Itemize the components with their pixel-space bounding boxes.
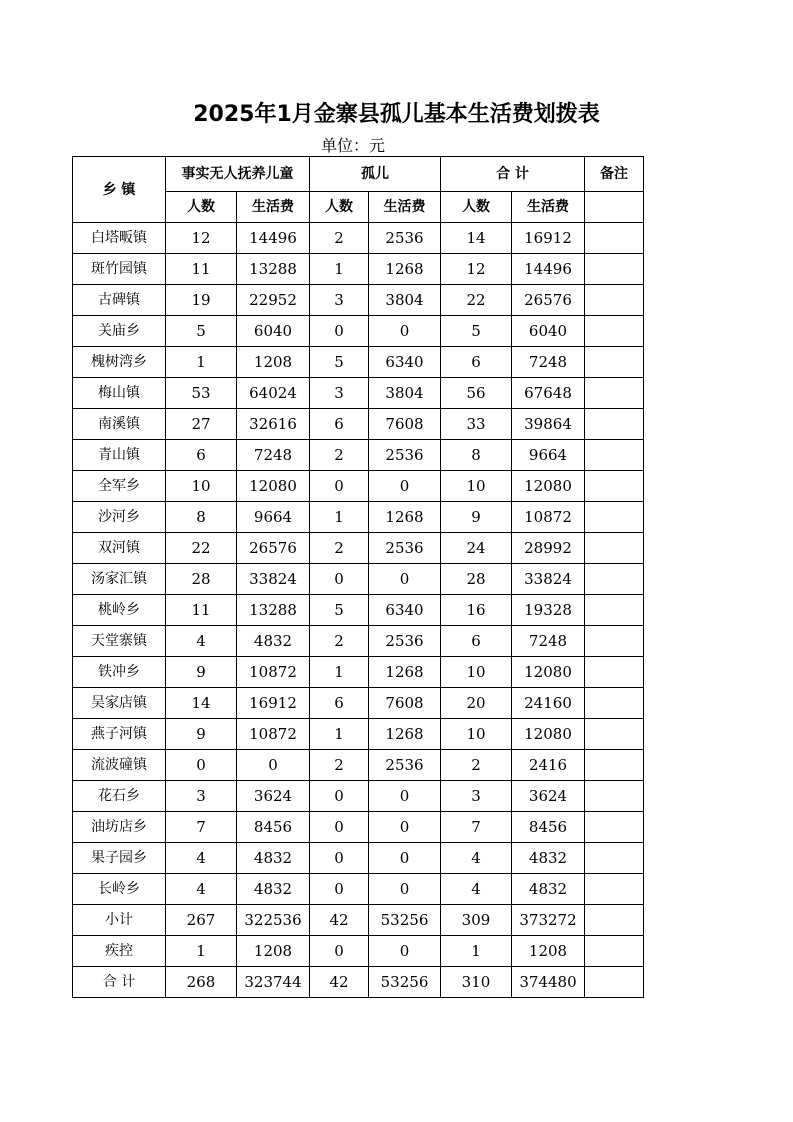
fee-cell: 6040 <box>512 316 585 347</box>
count-cell: 1 <box>166 936 237 967</box>
town-cell: 全军乡 <box>73 471 166 502</box>
fee-cell: 0 <box>369 471 441 502</box>
fee-cell: 4832 <box>237 626 310 657</box>
fee-cell: 32616 <box>237 409 310 440</box>
fee-cell: 3804 <box>369 378 441 409</box>
allocation-table <box>72 156 644 998</box>
count-cell: 3 <box>310 378 369 409</box>
fee-cell: 6340 <box>369 595 441 626</box>
count-cell: 1 <box>310 502 369 533</box>
table-row <box>73 936 644 967</box>
town-cell: 流波䃥镇 <box>73 750 166 781</box>
fee-cell: 12080 <box>237 471 310 502</box>
table-row <box>73 874 644 905</box>
header-remark-blank <box>585 192 644 223</box>
count-cell: 1 <box>310 254 369 285</box>
fee-cell: 39864 <box>512 409 585 440</box>
fee-cell: 8456 <box>237 812 310 843</box>
count-cell: 2 <box>310 533 369 564</box>
count-cell: 3 <box>310 285 369 316</box>
table-row <box>73 409 644 440</box>
count-cell: 0 <box>310 316 369 347</box>
town-cell: 梅山镇 <box>73 378 166 409</box>
town-cell: 果子园乡 <box>73 843 166 874</box>
fee-cell: 6040 <box>237 316 310 347</box>
remark-cell <box>585 502 644 533</box>
table-row <box>73 905 644 936</box>
header-group-unsupported-children: 事实无人抚养儿童 <box>166 157 310 192</box>
header-remark: 备注 <box>585 157 644 192</box>
count-cell: 268 <box>166 967 237 998</box>
fee-cell: 2416 <box>512 750 585 781</box>
table-row <box>73 812 644 843</box>
count-cell: 14 <box>441 223 512 254</box>
count-cell: 1 <box>310 719 369 750</box>
fee-cell: 12080 <box>512 719 585 750</box>
remark-cell <box>585 626 644 657</box>
remark-cell <box>585 719 644 750</box>
count-cell: 27 <box>166 409 237 440</box>
header-count: 人数 <box>166 192 237 223</box>
remark-cell <box>585 347 644 378</box>
fee-cell: 374480 <box>512 967 585 998</box>
count-cell: 0 <box>310 781 369 812</box>
town-cell: 古碑镇 <box>73 285 166 316</box>
town-cell: 南溪镇 <box>73 409 166 440</box>
town-cell: 燕子河镇 <box>73 719 166 750</box>
remark-cell <box>585 967 644 998</box>
table-row <box>73 285 644 316</box>
fee-cell: 323744 <box>237 967 310 998</box>
town-cell: 青山镇 <box>73 440 166 471</box>
fee-cell: 1208 <box>512 936 585 967</box>
fee-cell: 14496 <box>237 223 310 254</box>
town-cell: 合 计 <box>73 967 166 998</box>
remark-cell <box>585 781 644 812</box>
fee-cell: 16912 <box>512 223 585 254</box>
header-group-orphans: 孤儿 <box>310 157 441 192</box>
count-cell: 1 <box>310 657 369 688</box>
count-cell: 42 <box>310 905 369 936</box>
table-row <box>73 781 644 812</box>
fee-cell: 26576 <box>512 285 585 316</box>
count-cell: 14 <box>166 688 237 719</box>
town-cell: 白塔畈镇 <box>73 223 166 254</box>
count-cell: 12 <box>166 223 237 254</box>
fee-cell: 0 <box>369 316 441 347</box>
remark-cell <box>585 564 644 595</box>
count-cell: 7 <box>166 812 237 843</box>
count-cell: 6 <box>441 626 512 657</box>
count-cell: 10 <box>441 471 512 502</box>
table-row <box>73 223 644 254</box>
count-cell: 53 <box>166 378 237 409</box>
count-cell: 267 <box>166 905 237 936</box>
town-cell: 沙河乡 <box>73 502 166 533</box>
remark-cell <box>585 378 644 409</box>
count-cell: 11 <box>166 595 237 626</box>
fee-cell: 2536 <box>369 750 441 781</box>
fee-cell: 9664 <box>512 440 585 471</box>
count-cell: 4 <box>166 874 237 905</box>
count-cell: 11 <box>166 254 237 285</box>
fee-cell: 0 <box>369 936 441 967</box>
count-cell: 5 <box>310 595 369 626</box>
fee-cell: 3624 <box>512 781 585 812</box>
fee-cell: 10872 <box>237 719 310 750</box>
town-cell: 天堂寨镇 <box>73 626 166 657</box>
fee-cell: 2536 <box>369 533 441 564</box>
count-cell: 8 <box>441 440 512 471</box>
count-cell: 7 <box>441 812 512 843</box>
count-cell: 0 <box>310 843 369 874</box>
count-cell: 10 <box>441 719 512 750</box>
fee-cell: 7248 <box>237 440 310 471</box>
count-cell: 4 <box>441 843 512 874</box>
remark-cell <box>585 688 644 719</box>
remark-cell <box>585 874 644 905</box>
count-cell: 6 <box>310 409 369 440</box>
remark-cell <box>585 905 644 936</box>
fee-cell: 53256 <box>369 967 441 998</box>
table-row <box>73 595 644 626</box>
fee-cell: 53256 <box>369 905 441 936</box>
table-row <box>73 533 644 564</box>
fee-cell: 13288 <box>237 254 310 285</box>
remark-cell <box>585 254 644 285</box>
fee-cell: 4832 <box>512 843 585 874</box>
count-cell: 6 <box>166 440 237 471</box>
count-cell: 2 <box>441 750 512 781</box>
fee-cell: 1268 <box>369 719 441 750</box>
town-cell: 疾控 <box>73 936 166 967</box>
table-row <box>73 688 644 719</box>
fee-cell: 19328 <box>512 595 585 626</box>
count-cell: 0 <box>310 471 369 502</box>
count-cell: 2 <box>310 626 369 657</box>
count-cell: 5 <box>441 316 512 347</box>
count-cell: 1 <box>166 347 237 378</box>
fee-cell: 24160 <box>512 688 585 719</box>
count-cell: 6 <box>310 688 369 719</box>
fee-cell: 2536 <box>369 626 441 657</box>
town-cell: 吴家店镇 <box>73 688 166 719</box>
fee-cell: 33824 <box>512 564 585 595</box>
remark-cell <box>585 936 644 967</box>
fee-cell: 1208 <box>237 936 310 967</box>
count-cell: 2 <box>310 750 369 781</box>
count-cell: 0 <box>310 812 369 843</box>
count-cell: 28 <box>166 564 237 595</box>
fee-cell: 1268 <box>369 657 441 688</box>
remark-cell <box>585 533 644 564</box>
fee-cell: 7608 <box>369 409 441 440</box>
header-count: 人数 <box>441 192 512 223</box>
count-cell: 309 <box>441 905 512 936</box>
count-cell: 10 <box>441 657 512 688</box>
fee-cell: 322536 <box>237 905 310 936</box>
header-town: 乡 镇 <box>73 157 166 223</box>
fee-cell: 33824 <box>237 564 310 595</box>
header-group-total: 合 计 <box>441 157 585 192</box>
fee-cell: 0 <box>369 843 441 874</box>
count-cell: 10 <box>166 471 237 502</box>
count-cell: 3 <box>441 781 512 812</box>
fee-cell: 0 <box>369 781 441 812</box>
fee-cell: 2536 <box>369 223 441 254</box>
fee-cell: 2536 <box>369 440 441 471</box>
remark-cell <box>585 223 644 254</box>
count-cell: 5 <box>166 316 237 347</box>
count-cell: 0 <box>310 936 369 967</box>
fee-cell: 4832 <box>512 874 585 905</box>
header-fee: 生活费 <box>237 192 310 223</box>
count-cell: 2 <box>310 223 369 254</box>
town-cell: 斑竹园镇 <box>73 254 166 285</box>
town-cell: 花石乡 <box>73 781 166 812</box>
table-row <box>73 626 644 657</box>
table-row <box>73 316 644 347</box>
town-cell: 长岭乡 <box>73 874 166 905</box>
count-cell: 28 <box>441 564 512 595</box>
fee-cell: 67648 <box>512 378 585 409</box>
fee-cell: 0 <box>369 874 441 905</box>
fee-cell: 7608 <box>369 688 441 719</box>
fee-cell: 1268 <box>369 254 441 285</box>
header-count: 人数 <box>310 192 369 223</box>
town-cell: 汤家汇镇 <box>73 564 166 595</box>
fee-cell: 4832 <box>237 843 310 874</box>
table-row <box>73 347 644 378</box>
remark-cell <box>585 595 644 626</box>
header-row-1 <box>73 157 644 192</box>
table-row <box>73 502 644 533</box>
count-cell: 0 <box>310 874 369 905</box>
town-cell: 桃岭乡 <box>73 595 166 626</box>
remark-cell <box>585 657 644 688</box>
fee-cell: 373272 <box>512 905 585 936</box>
fee-cell: 9664 <box>237 502 310 533</box>
fee-cell: 8456 <box>512 812 585 843</box>
remark-cell <box>585 316 644 347</box>
table-row <box>73 564 644 595</box>
fee-cell: 13288 <box>237 595 310 626</box>
remark-cell <box>585 750 644 781</box>
fee-cell: 7248 <box>512 626 585 657</box>
table-row <box>73 378 644 409</box>
fee-cell: 12080 <box>512 471 585 502</box>
fee-cell: 12080 <box>512 657 585 688</box>
count-cell: 310 <box>441 967 512 998</box>
table-row <box>73 440 644 471</box>
header-fee: 生活费 <box>369 192 441 223</box>
count-cell: 0 <box>166 750 237 781</box>
fee-cell: 3804 <box>369 285 441 316</box>
fee-cell: 6340 <box>369 347 441 378</box>
table-row <box>73 254 644 285</box>
remark-cell <box>585 812 644 843</box>
remark-cell <box>585 409 644 440</box>
fee-cell: 4832 <box>237 874 310 905</box>
count-cell: 22 <box>441 285 512 316</box>
fee-cell: 0 <box>369 812 441 843</box>
count-cell: 9 <box>441 502 512 533</box>
remark-cell <box>585 285 644 316</box>
fee-cell: 14496 <box>512 254 585 285</box>
count-cell: 56 <box>441 378 512 409</box>
town-cell: 双河镇 <box>73 533 166 564</box>
fee-cell: 7248 <box>512 347 585 378</box>
count-cell: 4 <box>441 874 512 905</box>
town-cell: 槐树湾乡 <box>73 347 166 378</box>
count-cell: 42 <box>310 967 369 998</box>
count-cell: 3 <box>166 781 237 812</box>
count-cell: 12 <box>441 254 512 285</box>
count-cell: 0 <box>310 564 369 595</box>
fee-cell: 0 <box>237 750 310 781</box>
fee-cell: 28992 <box>512 533 585 564</box>
fee-cell: 1268 <box>369 502 441 533</box>
remark-cell <box>585 440 644 471</box>
town-cell: 铁冲乡 <box>73 657 166 688</box>
count-cell: 24 <box>441 533 512 564</box>
remark-cell <box>585 843 644 874</box>
fee-cell: 16912 <box>237 688 310 719</box>
table-row <box>73 750 644 781</box>
town-cell: 油坊店乡 <box>73 812 166 843</box>
header-fee: 生活费 <box>512 192 585 223</box>
fee-cell: 1208 <box>237 347 310 378</box>
count-cell: 1 <box>441 936 512 967</box>
count-cell: 8 <box>166 502 237 533</box>
count-cell: 22 <box>166 533 237 564</box>
count-cell: 9 <box>166 719 237 750</box>
page-title: 2025年1月金寨县孤儿基本生活费划拨表 <box>193 102 600 127</box>
table-row <box>73 657 644 688</box>
table-row <box>73 843 644 874</box>
table-row <box>73 471 644 502</box>
remark-cell <box>585 471 644 502</box>
count-cell: 19 <box>166 285 237 316</box>
fee-cell: 10872 <box>237 657 310 688</box>
count-cell: 20 <box>441 688 512 719</box>
fee-cell: 22952 <box>237 285 310 316</box>
count-cell: 4 <box>166 626 237 657</box>
fee-cell: 10872 <box>512 502 585 533</box>
count-cell: 4 <box>166 843 237 874</box>
table-row <box>73 967 644 998</box>
count-cell: 33 <box>441 409 512 440</box>
table-row <box>73 719 644 750</box>
count-cell: 6 <box>441 347 512 378</box>
town-cell: 关庙乡 <box>73 316 166 347</box>
fee-cell: 0 <box>369 564 441 595</box>
fee-cell: 3624 <box>237 781 310 812</box>
fee-cell: 26576 <box>237 533 310 564</box>
fee-cell: 64024 <box>237 378 310 409</box>
count-cell: 5 <box>310 347 369 378</box>
town-cell: 小计 <box>73 905 166 936</box>
count-cell: 9 <box>166 657 237 688</box>
count-cell: 16 <box>441 595 512 626</box>
count-cell: 2 <box>310 440 369 471</box>
unit-label: 单位：元 <box>321 136 386 155</box>
